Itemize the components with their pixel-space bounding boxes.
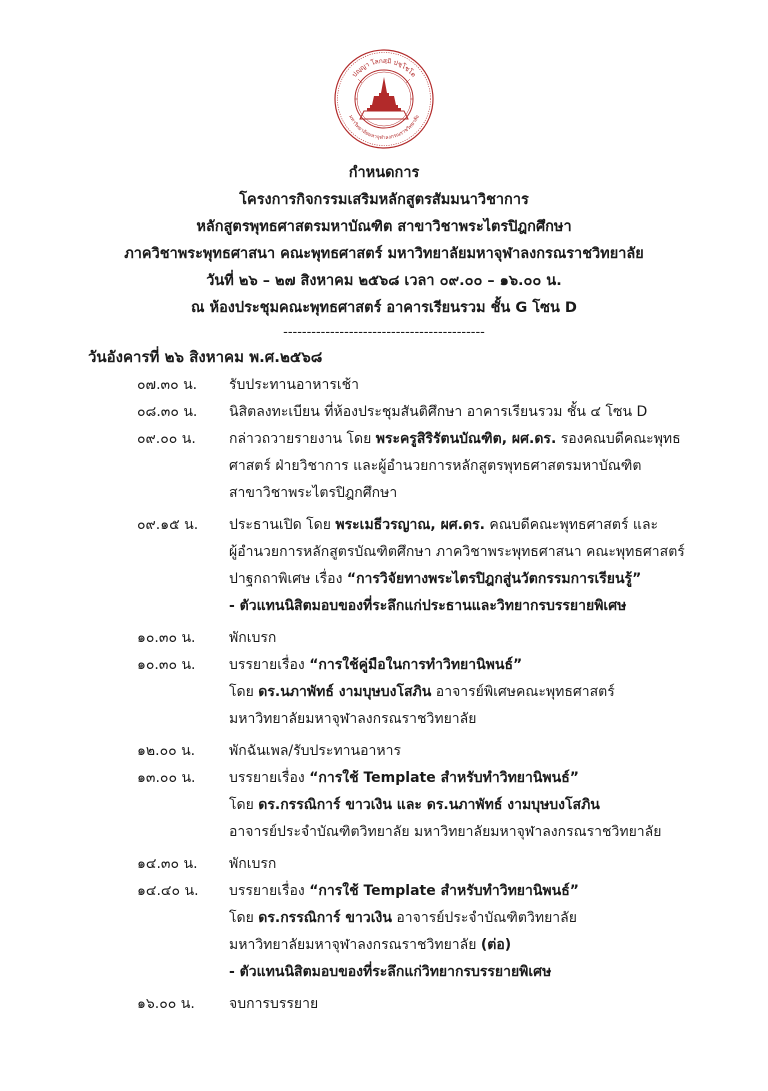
schedule-line <box>229 539 699 566</box>
schedule-description <box>229 878 699 986</box>
svg-text:ปญฺญา โลกสฺมิ ปชฺโชโต <box>350 57 417 79</box>
schedule-text-bold: “การใช้ Template สำหรับทำวิทยานิพนธ์” <box>309 770 579 786</box>
schedule-description <box>229 765 699 846</box>
schedule-text: พักเบรก <box>229 856 277 872</box>
schedule-line <box>229 792 699 819</box>
schedule-line <box>229 959 699 986</box>
seal-top-text: ปญฺญา โลกสฺมิ ปชฺโชโต <box>350 56 418 79</box>
schedule-line <box>229 593 699 620</box>
schedule-line <box>229 566 699 593</box>
schedule-row <box>0 991 768 1018</box>
schedule-text-bold: ดร.กรรณิการ์ ขาวเงิน และ ดร.นภาพัทธ์ งามบุษบงโสภิน <box>258 797 600 813</box>
schedule-text: กล่าวถวายรายงาน โดย <box>229 431 376 447</box>
schedule-time: ๑๐.๓๐ น. <box>137 657 196 673</box>
schedule-text-bold: “การวิจัยทางพระไตรปิฎกสู่นวัตกรรมการเรียนรู้” <box>346 571 642 587</box>
schedule-text-bold: ดร.กรรณิการ์ ขาวเงิน <box>258 910 392 926</box>
schedule-text: รับประทานอาหารเช้า <box>229 377 360 393</box>
schedule-description <box>229 991 699 1018</box>
schedule-text-bold: (ต่อ) <box>480 937 512 953</box>
schedule-line <box>229 706 699 733</box>
schedule-text: มหาวิทยาลัยมหาจุฬาลงกรณราชวิทยาลัย <box>229 937 481 953</box>
schedule-row <box>0 738 768 765</box>
schedule-text: โดย <box>229 910 259 926</box>
schedule-text-bold: พระเมธีวรญาณ, ผศ.ดร. <box>335 517 485 533</box>
schedule-description <box>229 851 699 878</box>
header-date-time: วันที่ ๒๖ – ๒๗ สิงหาคม ๒๕๖๘ เวลา ๐๙.๐๐ – ๑๖.๐๐ น. <box>206 273 562 289</box>
schedule-line <box>229 905 699 932</box>
schedule-text-bold: พระครูสิริรัตนบัณฑิต, ผศ.ดร. <box>375 431 557 447</box>
schedule-row <box>0 652 768 733</box>
schedule-text: ประธานเปิด โดย <box>229 517 336 533</box>
seal-bottom-text: มหาวิทยาลัยมหาจุฬาลงกรณราชวิทยาลัย <box>347 114 421 142</box>
schedule-text: สาขาวิชาพระไตรปิฎกศึกษา <box>229 485 398 501</box>
schedule-time: ๑๔.๔๐ น. <box>137 883 199 899</box>
header-venue: ณ ห้องประชุมคณะพุทธศาสตร์ อาคารเรียนรวม ชั้น G โซน D <box>191 300 577 316</box>
schedule-line <box>229 738 699 765</box>
schedule-description <box>229 399 699 426</box>
schedule-text: คณบดีคณะพุทธศาสตร์ และ <box>484 517 659 533</box>
schedule-row <box>0 426 768 507</box>
header-project: โครงการกิจกรรมเสริมหลักสูตรสัมมนาวิชาการ <box>239 192 529 208</box>
header-divider: ------------------------------------------- <box>283 325 485 340</box>
schedule-line <box>229 372 699 399</box>
schedule-row <box>0 851 768 878</box>
schedule-line <box>229 453 699 480</box>
schedule-description <box>229 512 699 620</box>
schedule-line <box>229 819 699 846</box>
schedule-text: รองคณบดีคณะพุทธ <box>556 431 681 447</box>
schedule-text: ผู้อำนวยการหลักสูตรบัณฑิตศึกษา ภาควิชาพระพุทธศาสนา คณะพุทธศาสตร์ <box>229 544 685 560</box>
schedule-text: ปาฐกถาพิเศษ เรื่อง <box>229 571 347 587</box>
schedule-line <box>229 765 699 792</box>
schedule-text: บรรยายเรื่อง <box>229 657 310 673</box>
schedule-text: บรรยายเรื่อง <box>229 883 310 899</box>
schedule-line <box>229 991 699 1018</box>
schedule-time: ๐๙.๐๐ น. <box>137 431 196 447</box>
schedule <box>0 372 768 1018</box>
schedule-line <box>229 851 699 878</box>
schedule-text-bold: “การใช้ Template สำหรับทำวิทยานิพนธ์” <box>309 883 579 899</box>
schedule-description <box>229 738 699 765</box>
schedule-text: อาจารย์ประจำบัณฑิตวิทยาลัย มหาวิทยาลัยมหาจุฬาลงกรณราชวิทยาลัย <box>229 824 662 840</box>
schedule-text: ศาสตร์ ฝ่ายวิชาการ และผู้อำนวยการหลักสูตรพุทธศาสตรมหาบัณฑิต <box>229 458 642 474</box>
schedule-line <box>229 512 699 539</box>
schedule-text: อาจารย์พิเศษคณะพุทธศาสตร์ <box>431 684 615 700</box>
schedule-time: ๐๘.๓๐ น. <box>137 404 198 420</box>
university-seal-logo <box>334 49 434 149</box>
schedule-description <box>229 372 699 399</box>
schedule-text-bold: ดร.นภาพัทธ์ งามบุษบงโสภิน <box>258 684 432 700</box>
schedule-line <box>229 399 699 426</box>
schedule-line <box>229 426 699 453</box>
schedule-text: พักเบรก <box>229 630 277 646</box>
schedule-line <box>229 932 699 959</box>
schedule-row <box>0 878 768 986</box>
schedule-time: ๑๓.๐๐ น. <box>137 770 196 786</box>
schedule-text: นิสิตลงทะเบียน ที่ห้องประชุมสันติศึกษา อาคารเรียนรวม ชั้น ๔ โซน D <box>229 404 648 420</box>
header-program: หลักสูตรพุทธศาสตรมหาบัณฑิต สาขาวิชาพระไตรปิฎกศึกษา <box>196 219 572 235</box>
schedule-row <box>0 765 768 846</box>
schedule-time: ๐๗.๓๐ น. <box>137 377 198 393</box>
schedule-time: ๑๖.๐๐ น. <box>137 996 195 1012</box>
header-title: กำหนดการ <box>348 165 420 181</box>
schedule-time: ๑๔.๓๐ น. <box>137 856 198 872</box>
schedule-row <box>0 372 768 399</box>
day-heading: วันอังคารที่ ๒๖ สิงหาคม พ.ศ.๒๕๖๘ <box>88 348 323 366</box>
schedule-row <box>0 625 768 652</box>
schedule-line <box>229 652 699 679</box>
schedule-description <box>229 625 699 652</box>
schedule-text: โดย <box>229 797 259 813</box>
schedule-text: โดย <box>229 684 259 700</box>
schedule-line <box>229 878 699 905</box>
schedule-description <box>229 426 699 507</box>
header-department: ภาควิชาพระพุทธศาสนา คณะพุทธศาสตร์ มหาวิทยาลัยมหาจุฬาลงกรณราชวิทยาลัย <box>124 246 644 262</box>
schedule-time: ๐๙.๑๕ น. <box>137 517 199 533</box>
schedule-time: ๑๐.๓๐ น. <box>137 630 196 646</box>
schedule-text: มหาวิทยาลัยมหาจุฬาลงกรณราชวิทยาลัย <box>229 711 477 727</box>
schedule-text-bold: - ตัวแทนนิสิตมอบของที่ระลึกแก่วิทยากรบรรยายพิเศษ <box>229 964 552 980</box>
schedule-text-bold: “การใช้คู่มือในการทำวิทยานิพนธ์” <box>309 657 523 673</box>
schedule-text: จบการบรรยาย <box>229 996 319 1012</box>
schedule-row <box>0 399 768 426</box>
document-header <box>0 160 768 344</box>
schedule-line <box>229 480 699 507</box>
schedule-text-bold: - ตัวแทนนิสิตมอบของที่ระลึกแก่ประธานและวิทยากรบรรยายพิเศษ <box>229 598 627 614</box>
schedule-line <box>229 625 699 652</box>
schedule-line <box>229 679 699 706</box>
schedule-text: บรรยายเรื่อง <box>229 770 310 786</box>
schedule-text: อาจารย์ประจำบัณฑิตวิทยาลัย <box>391 910 577 926</box>
schedule-time: ๑๒.๐๐ น. <box>137 743 196 759</box>
schedule-row <box>0 512 768 620</box>
schedule-description <box>229 652 699 733</box>
schedule-text: พักฉันเพล/รับประทานอาหาร <box>229 743 401 759</box>
